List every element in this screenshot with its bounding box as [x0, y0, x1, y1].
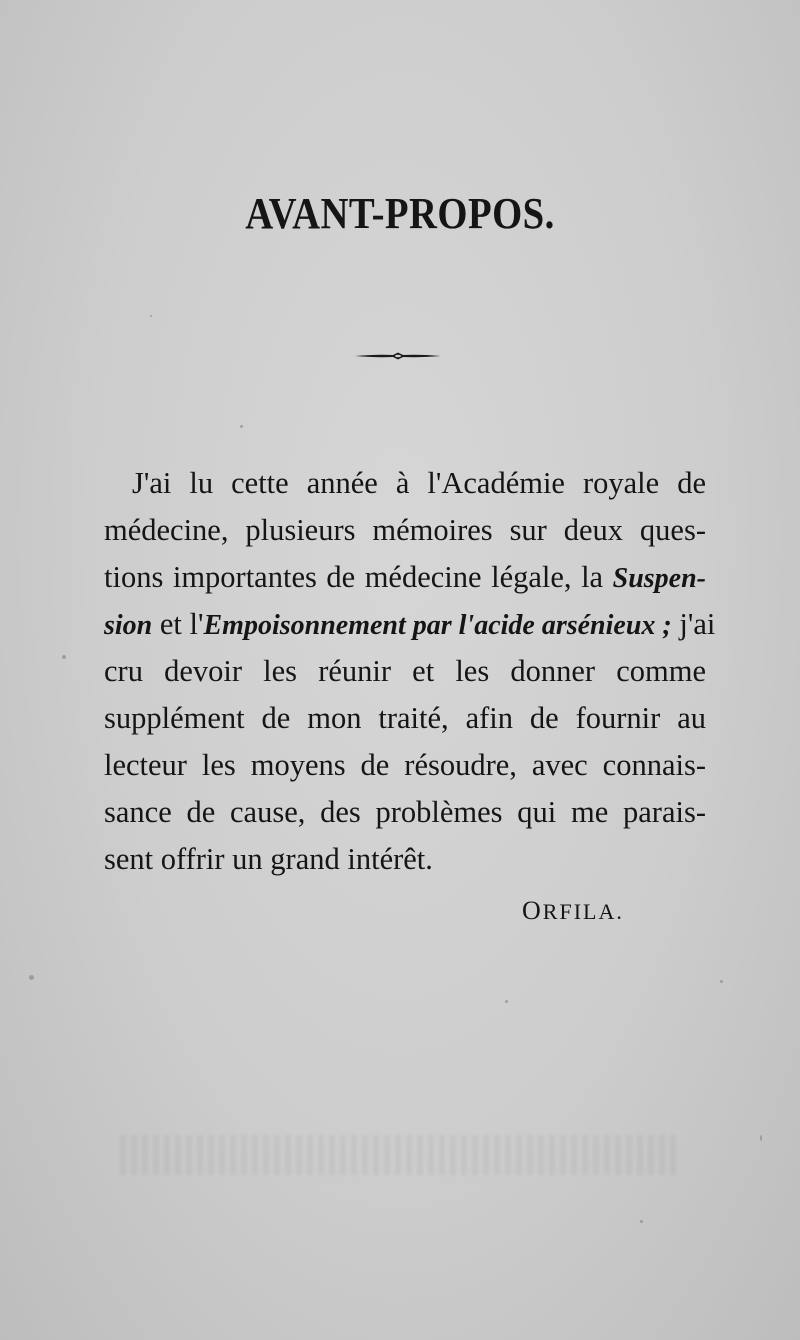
- paragraph-line: sion et l'Empoisonnement par l'acide arsénieux ; j'ai: [104, 607, 716, 641]
- paragraph-line: sent offrir un grand intérêt.: [104, 842, 433, 876]
- paragraph-line: sance de cause, des problèmes qui me parais-: [104, 795, 706, 829]
- paper-speck: [150, 315, 152, 317]
- paper-speck: [760, 1135, 762, 1141]
- paper-speck: [720, 980, 723, 983]
- italic-term: Empoisonnement par l'acide arsénieux ;: [203, 610, 672, 641]
- italic-term: Suspen-: [612, 563, 706, 594]
- paper-speck: [505, 1000, 508, 1003]
- paper-speck: [640, 1220, 643, 1223]
- ornamental-rule-icon: [355, 350, 441, 362]
- paragraph-line: supplément de mon traité, afin de fournir au: [104, 701, 706, 735]
- paragraph-line: tions importantes de médecine légale, la Suspen-: [104, 560, 706, 594]
- paper-speck: [62, 655, 66, 659]
- bleed-through-shadow: [120, 1135, 680, 1175]
- paragraph-line: cru devoir les réunir et les donner comme: [104, 654, 706, 688]
- paper-speck: [29, 975, 34, 980]
- italic-term: sion: [104, 610, 153, 641]
- paragraph-line: médecine, plusieurs mémoires sur deux ques-: [104, 513, 706, 547]
- foreword-paragraph: [104, 460, 716, 883]
- paragraph-line: J'ai lu cette année à l'Académie royale de: [132, 466, 706, 500]
- paper-speck: [240, 425, 243, 428]
- author-signature: ORFILA.: [522, 896, 624, 925]
- paragraph-line: lecteur les moyens de résoudre, avec connais-: [104, 748, 706, 782]
- page-title: AVANT-PROPOS.: [245, 189, 555, 238]
